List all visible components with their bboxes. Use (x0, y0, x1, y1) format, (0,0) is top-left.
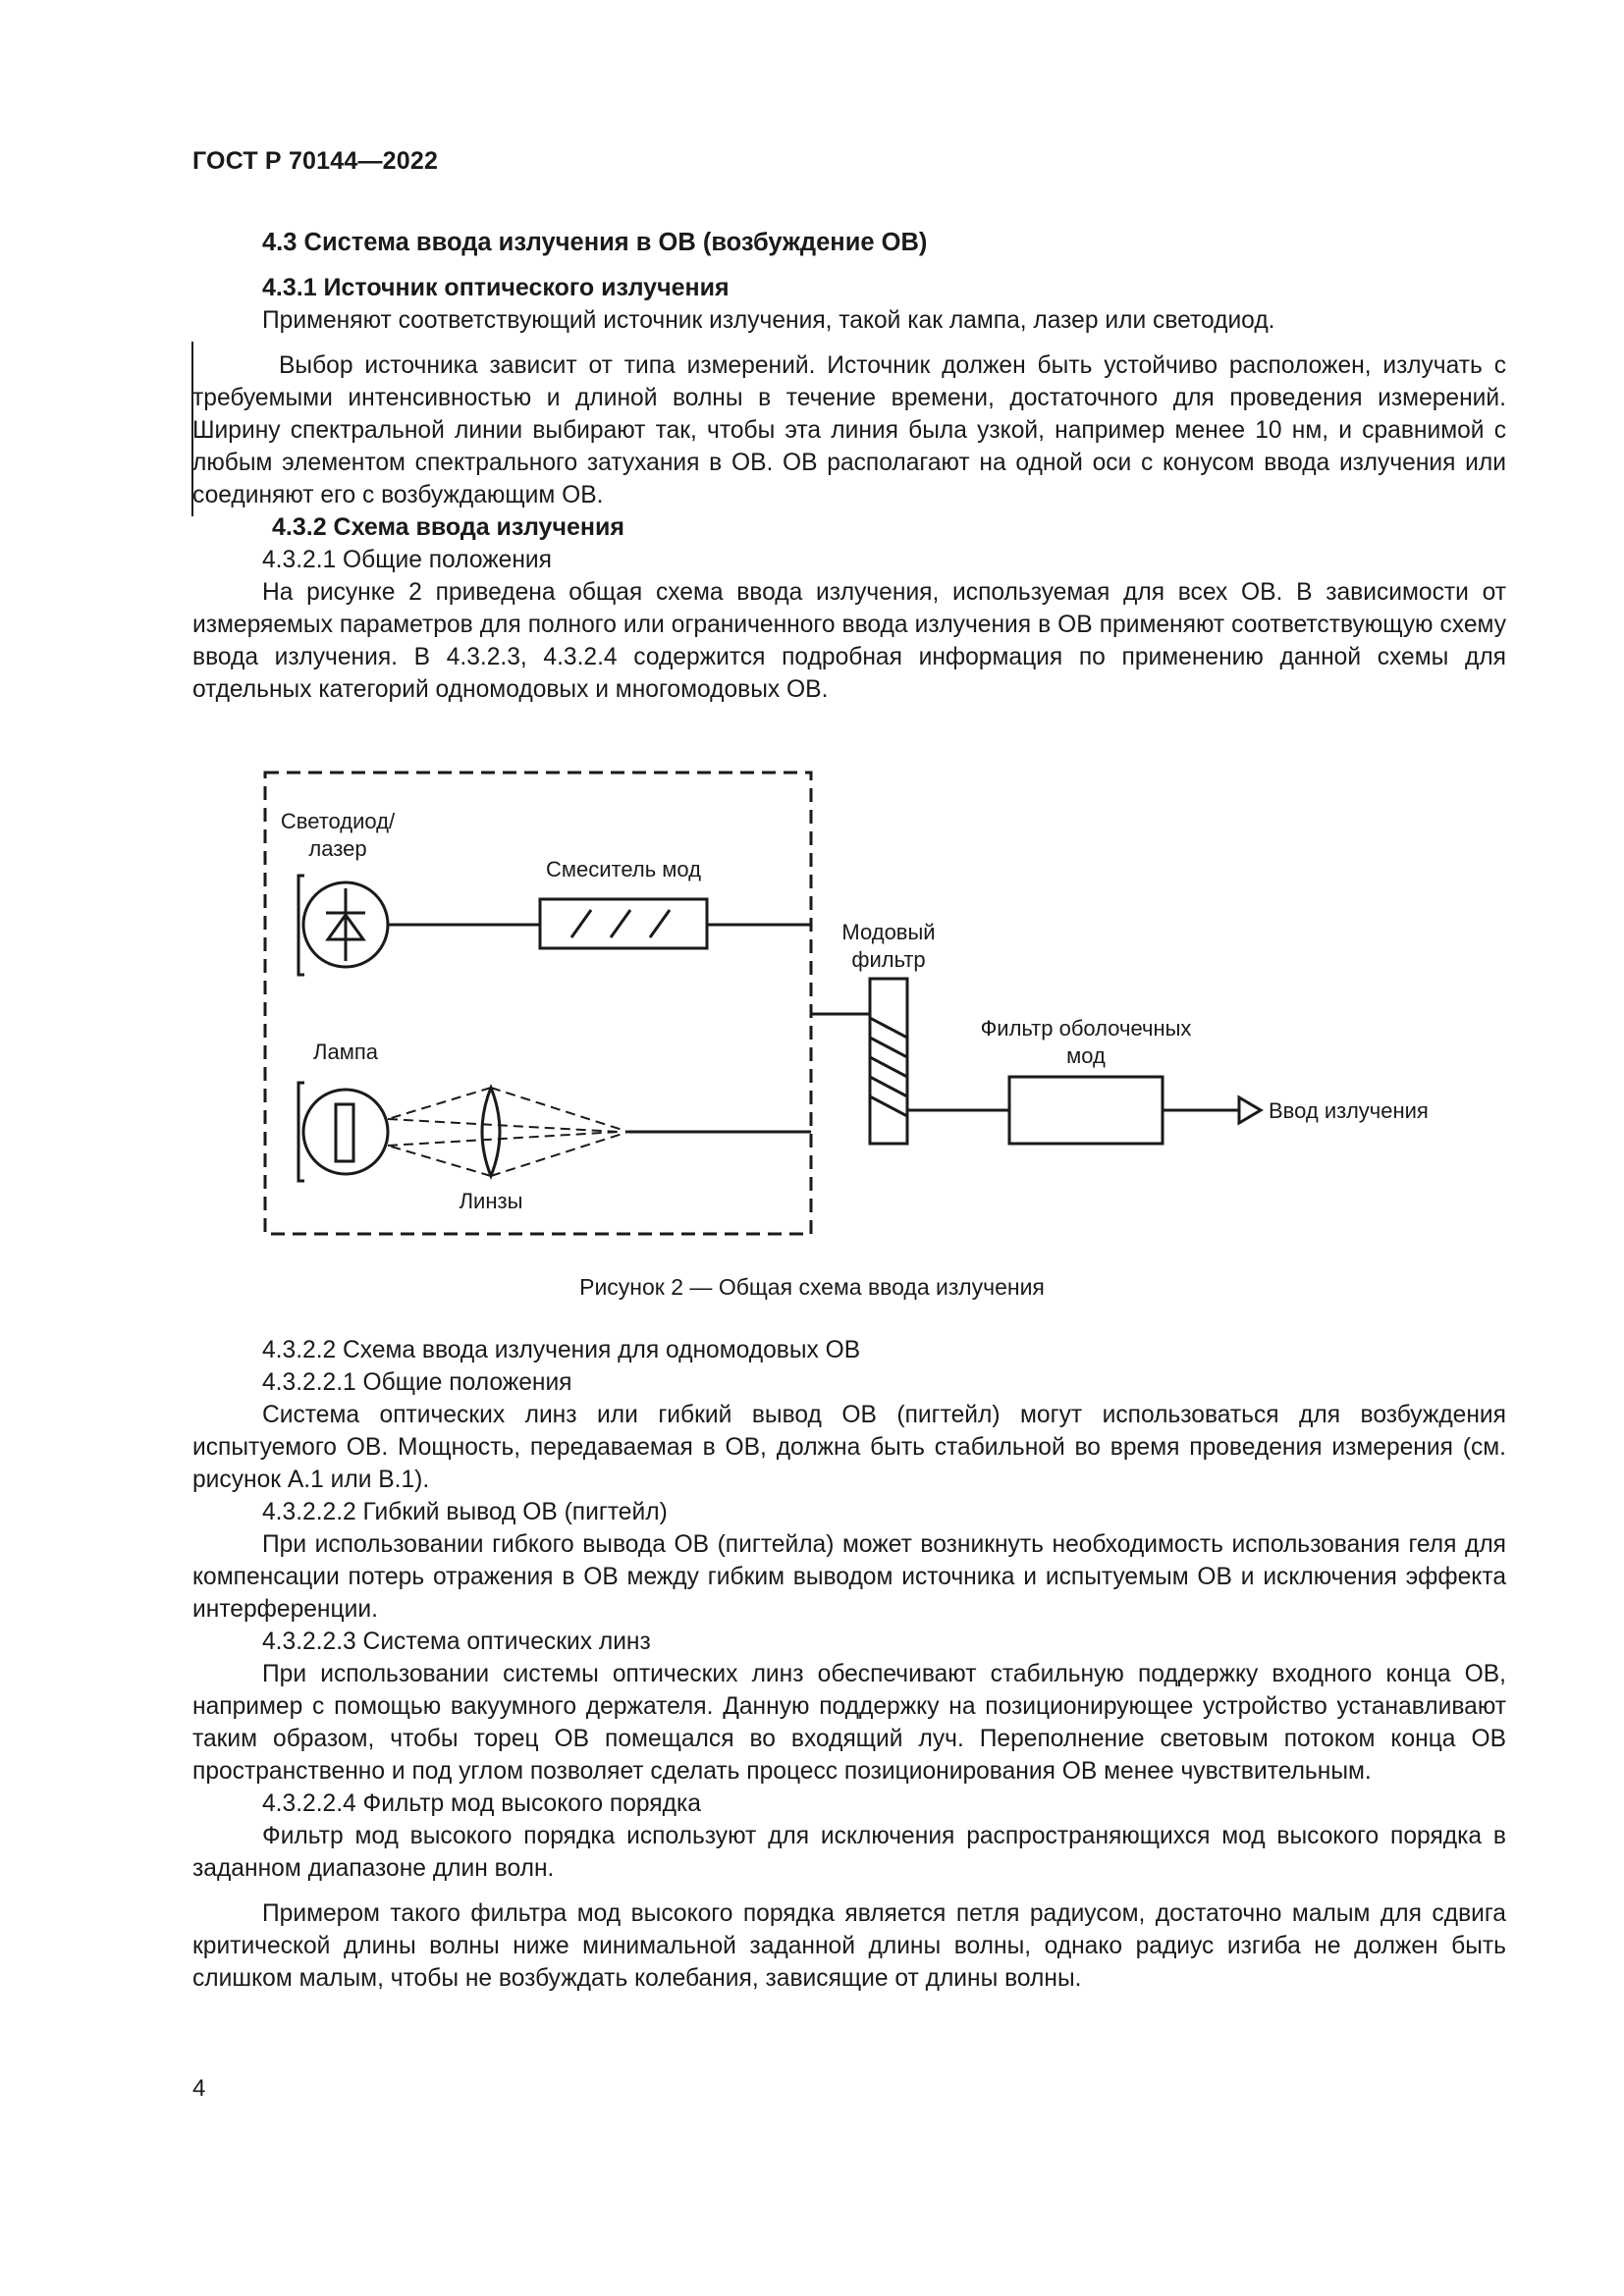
block1-paragraph: 4.3.2.1 Общие положения (262, 547, 552, 573)
block1-paragraph: 4.3 Система ввода излучения в ОВ (возбуждение ОВ) (262, 229, 928, 256)
lens (482, 1088, 500, 1176)
label-cladding-filter-1: Фильтр оболочечных (980, 1016, 1192, 1041)
block1-paragraph: На рисунке 2 приведена общая схема ввода излучения, используемая для всех ОВ. В зависимости от измеряемых параметров для полного или ограниченного ввода излучения в ОВ применяют соответствующую схему ввода излучения. В 4.3.2.3, 4.3.2.4 содержится подробная информация по применению данной схемы для отдельных категорий одномодовых и многомодовых ОВ. (192, 579, 1506, 703)
block2-paragraph: При использовании гибкого вывода ОВ (пигтейла) может возникнуть необходимость использования геля для компенсации потерь отражения в ОВ между гибким выводом источника и испытуемым ОВ и исключения эффекта интерференции. (192, 1531, 1506, 1623)
label-mode-filter-2: фильтр (851, 947, 926, 972)
label-lenses: Линзы (459, 1189, 523, 1213)
label-source-2: лазер (308, 836, 367, 861)
block2-paragraph: При использовании системы оптических линз обеспечивают стабильную поддержку входного конца ОВ, например с помощью вакуумного держателя. Данную поддержку на позиционирующее устройство устанавливают таким образом, чтобы торец ОВ помещался во входящий луч. Переполнение световым потоком конца ОВ пространственно и под углом позволяет сделать процесс позиционирования ОВ менее чувствительным. (192, 1661, 1506, 1785)
block2-paragraph: 4.3.2.2 Схема ввода излучения для одномодовых ОВ (262, 1337, 861, 1363)
block1-paragraph: 4.3.1 Источник оптического излучения (262, 274, 730, 301)
label-input: Ввод излучения (1269, 1098, 1429, 1123)
cladding-filter-box (1009, 1077, 1163, 1144)
label-mode-mixer: Смеситель мод (546, 857, 701, 881)
block2-paragraph: Примером такого фильтра мод высокого порядка является петля радиусом, достаточно малым для сдвига критической длины волны ниже минимальной заданной длины волны, однако радиус изгиба не должен быть слишком малым, чтобы не возбуждать колебания, зависящие от длины волны. (192, 1900, 1506, 1992)
label-cladding-filter-2: мод (1066, 1043, 1106, 1068)
block2-paragraph: 4.3.2.2.2 Гибкий вывод ОВ (пигтейл) (262, 1499, 668, 1525)
block2-paragraph: 4.3.2.2.4 Фильтр мод высокого порядка (262, 1790, 701, 1817)
block1-paragraph: Применяют соответствующий источник излучения, такой как лампа, лазер или светодиод. (262, 307, 1275, 334)
block2-paragraph: 4.3.2.2.3 Система оптических линз (262, 1629, 651, 1655)
output-arrow-icon (1239, 1097, 1261, 1123)
block2-paragraph: Фильтр мод высокого порядка используют для исключения распространяющихся мод высокого порядка в заданном диапазоне длин волн. (192, 1823, 1506, 1882)
launch-scheme-diagram (255, 761, 1463, 1242)
section-4-3-text (192, 227, 1506, 706)
label-lamp: Лампа (313, 1040, 378, 1064)
lamp-filament (336, 1104, 353, 1161)
figure-2 (255, 761, 1463, 1242)
mode-mixer-box (540, 899, 707, 948)
block2-paragraph: 4.3.2.2.1 Общие положения (262, 1369, 572, 1396)
block1-paragraph: 4.3.2 Схема ввода излучения (272, 513, 624, 541)
figure-caption: Рисунок 2 — Общая схема ввода излучения (579, 1274, 1045, 1300)
block2-paragraph: Система оптических линз или гибкий вывод ОВ (пигтейл) могут использоваться для возбуждения испытуемого ОВ. Мощность, передаваемая в ОВ, должна быть стабильной во время проведения измерения (см. рисунок А.1 или В.1). (192, 1402, 1506, 1493)
label-mode-filter-1: Модовый (841, 920, 936, 944)
label-source-1: Светодиод/ (280, 809, 396, 833)
page-number: 4 (192, 2075, 206, 2102)
document-header: ГОСТ Р 70144—2022 (192, 147, 439, 175)
block1-paragraph: Выбор источника зависит от типа измерений. Источник должен быть устойчиво расположен, излучать с требуемыми интенсивностью и длиной волны в течение времени, достаточного для проведения измерений. Ширину спектральной линии выбирают так, чтобы эта линия была узкой, например менее 10 нм, и сравнимой с любым элементом спектрального затухания в ОВ. ОВ располагают на одной оси с конусом ввода излучения или соединяют его с возбуждающим ОВ. (192, 352, 1506, 508)
section-4-3-2-2-text (192, 1334, 1506, 1995)
